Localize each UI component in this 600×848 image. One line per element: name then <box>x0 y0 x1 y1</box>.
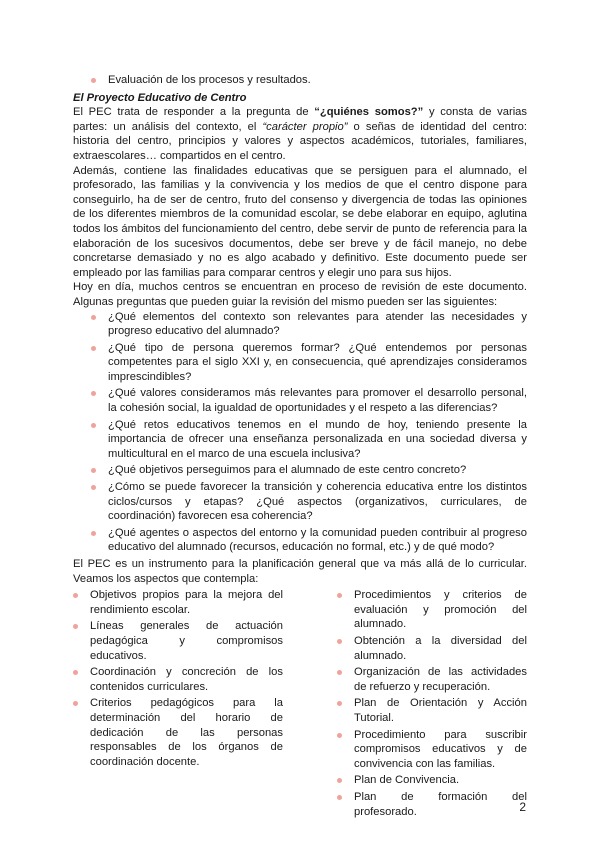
bullet-icon <box>337 795 342 800</box>
paragraph-aspects: El PEC es un instrumento para la planificación general que va más allá de lo curricular. Veamos los aspectos que contempla: <box>73 558 527 585</box>
list-item: ¿Cómo se puede favorecer la transición y coherencia educativa entre los distintos ciclos/cursos y etapas? ¿Qué aspectos (organizativos, curriculares, de coordinación) favorecen esa coherencia? <box>73 480 527 524</box>
list-item: ¿Qué agentes o aspectos del entorno y la comunidad pueden contribuir al progreso educativo del alumnado (recursos, educación no formal, etc.) y de qué modo? <box>73 526 527 555</box>
list-item: ¿Qué elementos del contexto son relevantes para atender las necesidades y progreso educativo del alumnado? <box>73 310 527 339</box>
bullet-icon <box>91 468 96 473</box>
bullet-icon <box>73 624 78 629</box>
bullet-icon <box>91 315 96 320</box>
paragraph-finalities: Además, contiene las finalidades educativas que se persiguen para el alumnado, el profesorado, las familias y la convivencia y los medios de que el centro dispone para conseguirlo, ha de ser de centro, fruto del consenso y divergencia de todas las opiniones de los diferentes miembros de la comunidad escolar, se debe elaborar en equipo, aglutina todos los ámbitos del funcionamiento del centro, debe servir de punto de referencia para la elaboración de los sucesivos documentos, debe ser breve y de fácil manejo, no debe concretarse demasiado y no es algo acabado y definitivo. Este documento puede ser empleado por las familias para comparar centros y elegir uno para sus hijos. <box>73 164 527 279</box>
aspects-left-list <box>73 588 283 769</box>
bullet-icon <box>73 701 78 706</box>
section-heading: El Proyecto Educativo de Centro <box>73 91 247 104</box>
list-item: ¿Qué valores consideramos más relevantes para promover el desarrollo personal, la cohesión social, la igualdad de oportunidades y el respeto a las diferencias? <box>73 386 527 415</box>
paragraph-intro: El PEC trata de responder a la pregunta de “¿quiénes somos?” y consta de varias partes: un análisis del contexto, el “carácter propio” o señas de identidad del centro: historia del centro, principios y valores y aspectos académicos, tutoriales, familiares, extraescolares… compartidos en el centro. <box>73 106 527 162</box>
list-item: Procedimiento para suscribir compromisos educativos y de convivencia con las familias. <box>337 728 527 772</box>
bullet-icon <box>91 485 96 490</box>
list-item: Plan de Convivencia. <box>337 773 527 788</box>
bullet-icon <box>337 733 342 738</box>
questions-list <box>73 310 527 556</box>
list-item: Obtención a la diversidad del alumnado. <box>337 634 527 663</box>
bullet-icon <box>337 670 342 675</box>
list-item: Plan de formación del profesorado. <box>337 790 527 819</box>
list-item: Líneas generales de actuación pedagógica y compromisos educativos. <box>73 619 283 663</box>
paragraph-revision: Hoy en día, muchos centros se encuentran en proceso de revisión de este documento. Algunas preguntas que pueden guiar la revisión del mismo pueden ser las siguientes: <box>73 281 527 308</box>
bullet-icon <box>337 701 342 706</box>
list-item: Organización de las actividades de refuerzo y recuperación. <box>337 665 527 694</box>
bullet-icon <box>73 670 78 675</box>
aspects-right-list <box>337 588 527 819</box>
bullet-icon <box>91 78 96 83</box>
top-bullet-list <box>73 73 527 88</box>
list-item: Criterios pedagógicos para la determinación del horario de dedicación de las personas responsables de los órganos de coordinación docente. <box>73 696 283 769</box>
list-item: ¿Qué objetivos perseguimos para el alumnado de este centro concreto? <box>73 463 527 478</box>
bullet-icon <box>91 423 96 428</box>
list-item: Coordinación y concreción de los contenidos curriculares. <box>73 665 283 694</box>
list-item: ¿Qué tipo de persona queremos formar? ¿Qué entendemos por personas competentes para el siglo XXI y, en consecuencia, qué aprendizajes consideramos imprescindibles? <box>73 341 527 385</box>
list-item: Plan de Orientación y Acción Tutorial. <box>337 696 527 725</box>
aspects-columns <box>73 588 527 821</box>
page-number: 2 <box>519 800 526 814</box>
list-item: Objetivos propios para la mejora del rendimiento escolar. <box>73 588 283 617</box>
bullet-icon <box>337 639 342 644</box>
bullet-icon <box>337 778 342 783</box>
bullet-icon <box>91 391 96 396</box>
aspects-right-column <box>337 588 527 821</box>
bullet-icon <box>91 346 96 351</box>
document-page <box>73 73 527 821</box>
list-item: Procedimientos y criterios de evaluación y promoción del alumnado. <box>337 588 527 632</box>
bullet-icon <box>91 531 96 536</box>
list-item: Evaluación de los procesos y resultados. <box>73 73 527 88</box>
bullet-icon <box>337 593 342 598</box>
list-item: ¿Qué retos educativos tenemos en el mundo de hoy, teniendo presente la importancia de ofrecer una enseñanza personalizada en una sociedad diversa y multicultural en el marco de una escuela inclusiva? <box>73 418 527 462</box>
bullet-icon <box>73 593 78 598</box>
aspects-left-column <box>73 588 283 821</box>
